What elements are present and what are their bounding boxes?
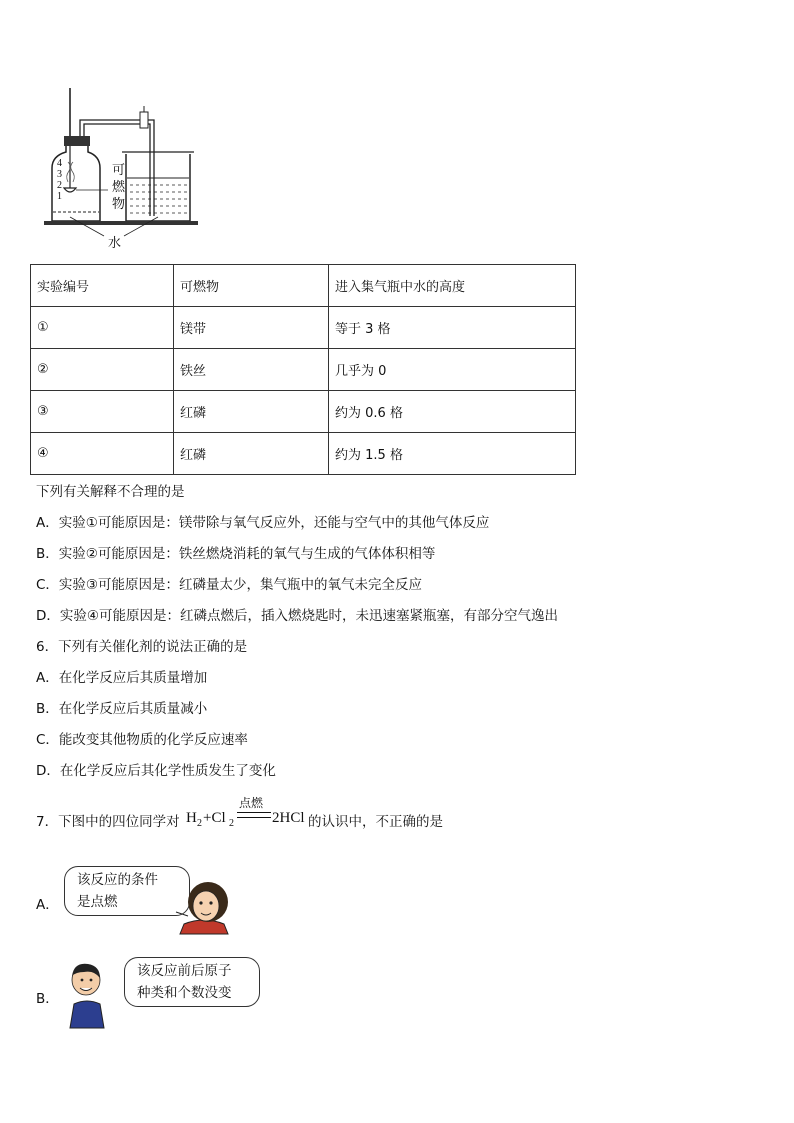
scale-mark-3: 3 bbox=[57, 169, 62, 180]
q5-option-a: A．实验①可能原因是：镁带除与氧气反应外，还能与空气中的其他气体反应 bbox=[36, 515, 490, 531]
q5-option-c: C．实验③可能原因是：红磷量太少，集气瓶中的氧气未完全反应 bbox=[36, 577, 423, 593]
experiment-table bbox=[30, 264, 576, 475]
table-cell: 铁丝 bbox=[174, 349, 329, 391]
bubble-line: 是点燃 bbox=[77, 894, 118, 910]
combustible-label-char: 可 bbox=[112, 163, 126, 178]
table-cell: 约为 0.6 格 bbox=[329, 391, 576, 433]
scale-mark-4: 4 bbox=[57, 158, 62, 169]
combustible-label-char: 燃 bbox=[112, 180, 126, 195]
eq-arrow bbox=[237, 812, 271, 818]
table-cell: ③ bbox=[31, 391, 174, 433]
bubble-line: 该反应的条件 bbox=[77, 872, 158, 888]
q7-option-a-letter: A． bbox=[36, 897, 59, 913]
table-cell: ④ bbox=[31, 433, 174, 475]
bubble-line: 种类和个数没变 bbox=[137, 985, 232, 1001]
table-cell: ② bbox=[31, 349, 174, 391]
q7-option-b-letter: B． bbox=[36, 991, 59, 1007]
bubble-line: 该反应前后原子 bbox=[137, 963, 232, 979]
q5-stem: 下列有关解释不合理的是 bbox=[36, 484, 185, 500]
table-row bbox=[31, 391, 576, 433]
q7-suffix: 的认识中，不正确的是 bbox=[308, 814, 443, 830]
table-cell: 镁带 bbox=[174, 307, 329, 349]
combustible-label bbox=[112, 162, 125, 213]
table-header-row bbox=[31, 265, 576, 307]
q7-option-a-bubble bbox=[64, 866, 190, 916]
eq-plus-cl: +Cl bbox=[203, 810, 226, 826]
q7-option-b-bubble bbox=[124, 957, 260, 1007]
eq-sub2: 2 bbox=[229, 818, 234, 829]
water-label: 水 bbox=[108, 236, 122, 251]
table-header-cell: 进入集气瓶中水的高度 bbox=[329, 265, 576, 307]
q6-option-a: A．在化学反应后其质量增加 bbox=[36, 670, 208, 686]
eq-product: 2HCl bbox=[272, 810, 305, 826]
q6-option-d: D．在化学反应后其化学性质发生了变化 bbox=[36, 763, 276, 779]
q6-option-b: B．在化学反应后其质量减小 bbox=[36, 701, 208, 717]
scale-mark-2: 2 bbox=[57, 180, 62, 191]
q6-stem: 6．下列有关催化剂的说法正确的是 bbox=[36, 639, 248, 655]
table-cell: 红磷 bbox=[174, 433, 329, 475]
apparatus-figure bbox=[40, 86, 210, 251]
table-cell: 约为 1.5 格 bbox=[329, 433, 576, 475]
boy-avatar-icon bbox=[60, 960, 112, 1030]
q7-prefix: 7．下图中的四位同学对 bbox=[36, 814, 180, 830]
table-header-cell: 实验编号 bbox=[31, 265, 174, 307]
scale-marks bbox=[57, 158, 62, 202]
table-cell: 等于 3 格 bbox=[329, 307, 576, 349]
table-cell: 几乎为 0 bbox=[329, 349, 576, 391]
eq-sub1: 2 bbox=[197, 818, 202, 829]
eq-condition: 点燃 bbox=[239, 796, 264, 810]
table-row bbox=[31, 433, 576, 475]
table-row bbox=[31, 349, 576, 391]
combustible-label-char: 物 bbox=[112, 197, 126, 212]
table-cell: 红磷 bbox=[174, 391, 329, 433]
table-row bbox=[31, 307, 576, 349]
eq-h: H bbox=[186, 810, 197, 826]
q6-option-c: C．能改变其他物质的化学反应速率 bbox=[36, 732, 248, 748]
table-cell: ① bbox=[31, 307, 174, 349]
table-header-cell: 可燃物 bbox=[174, 265, 329, 307]
scale-mark-1: 1 bbox=[57, 191, 62, 202]
girl-avatar-icon bbox=[174, 876, 238, 946]
q5-option-b: B．实验②可能原因是：铁丝燃烧消耗的氧气与生成的气体体积相等 bbox=[36, 546, 436, 562]
q5-option-d: D．实验④可能原因是：红磷点燃后，插入燃烧匙时，未迅速塞紧瓶塞，有部分空气逸出 bbox=[36, 608, 558, 624]
